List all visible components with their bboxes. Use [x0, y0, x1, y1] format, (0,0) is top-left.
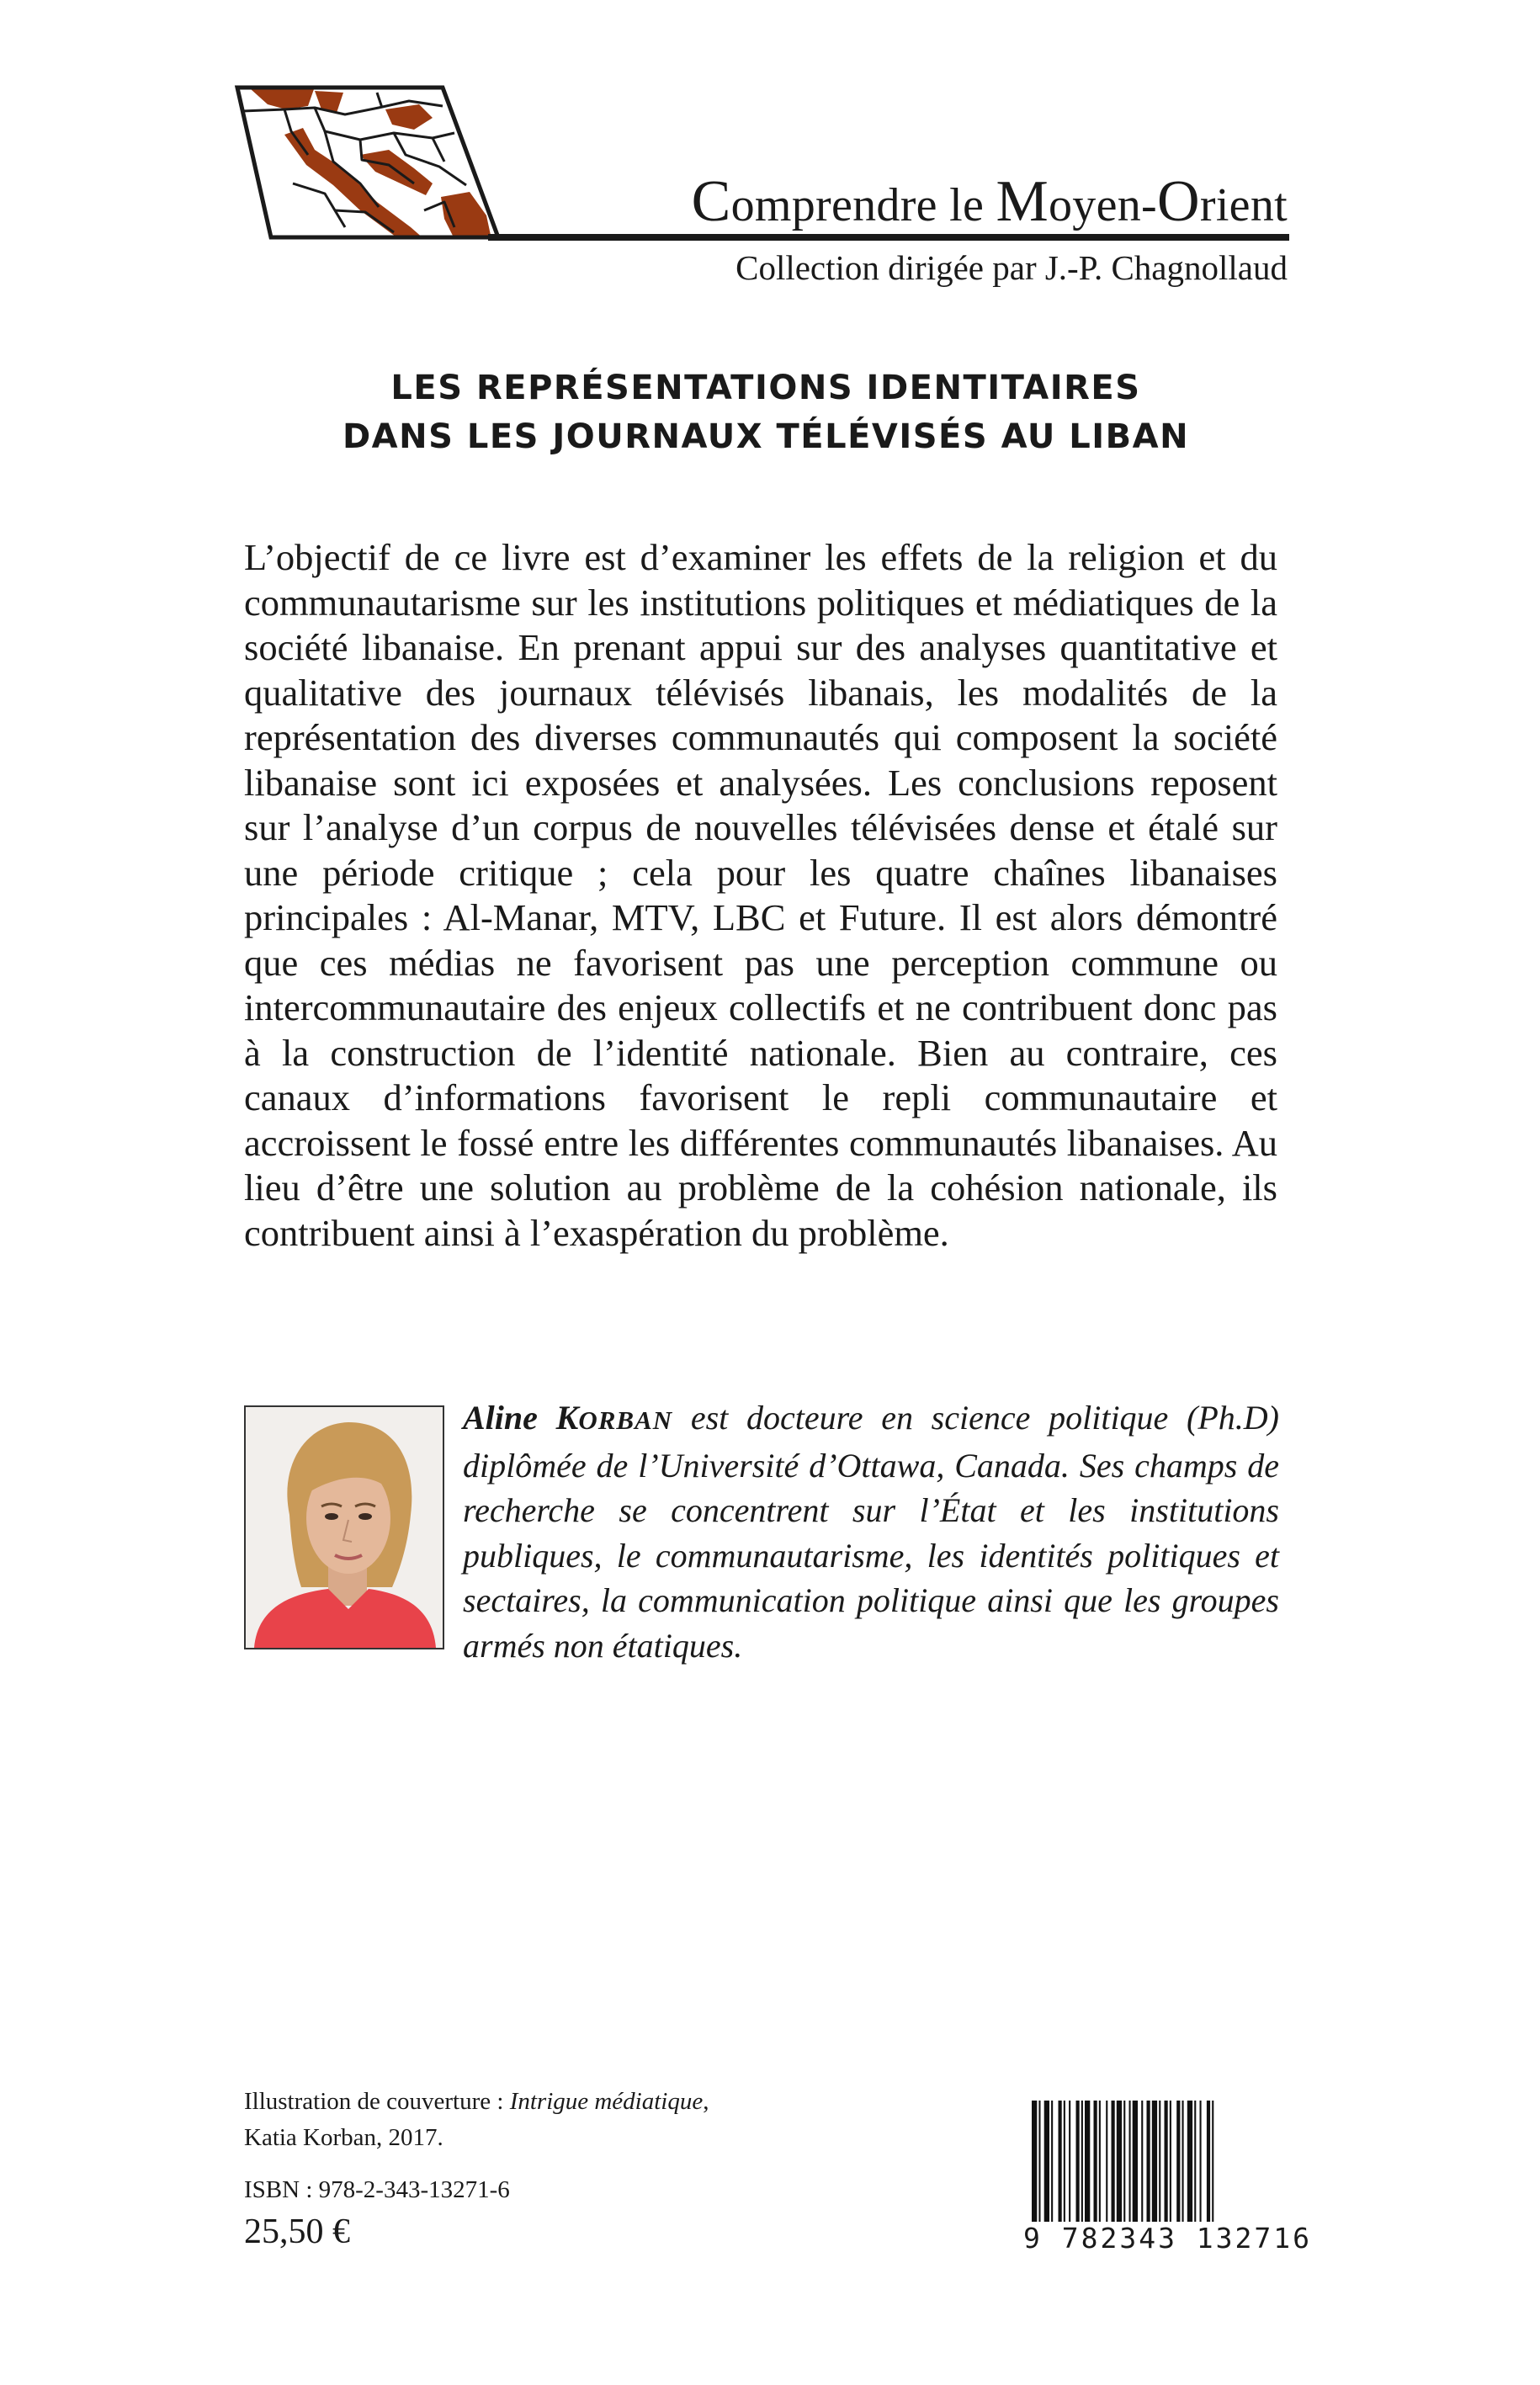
barcode-bar — [1094, 2101, 1097, 2227]
author-photo — [244, 1405, 444, 1649]
barcode-bar — [1187, 2101, 1192, 2227]
barcode-bar — [1069, 2101, 1070, 2227]
barcode-bar — [1165, 2101, 1168, 2227]
barcode-bar — [1123, 2101, 1125, 2227]
series-title-initial-2: M — [996, 169, 1049, 234]
illustration-title: Intrigue médiatique — [509, 2088, 704, 2115]
author-bio — [463, 1395, 1279, 1668]
barcode-bar — [1133, 2101, 1138, 2227]
barcode-bar — [1099, 2101, 1101, 2227]
barcode-bar — [1081, 2101, 1083, 2227]
book-summary: L’objectif de ce livre est d’examiner les effets de la religion et du communautarisme sur les institutions politiques et médiatiques de la société libanaise. En prenant appui sur des analyses quantitative et qualitative des journaux télévisés libanais, les modalités de la représentation des diverses communautés qui composent la société libanaise sont ici exposées et analysées. Les conclusions reposent sur l’analyse d’un corpus de nouvelles télévisées dense et étalé sur une période critique ; cela pour les quatre chaînes libanaises principales : Al-Manar, MTV, LBC et Future. Il est alors démontré que ces médias ne favorisent pas une perception commune ou intercommunautaire des enjeux collectifs et ne contribuent donc pas à la construction de l’identité nationale. Bien au contraire, ces canaux d’informations favorisent le repli communautaire et accroissent le fossé entre les différentes communautés libanaises. Au lieu d’être une solution au problème de la cohésion nationale, ils contribuent ainsi à l’exaspération du problème. — [244, 536, 1277, 1254]
series-title-text-2: oyen- — [1049, 179, 1158, 231]
isbn: ISBN : 978-2-343-13271-6 — [244, 2176, 510, 2203]
barcode-bar — [1152, 2101, 1157, 2227]
barcode-bar — [1064, 2101, 1065, 2227]
barcode-bar — [1051, 2101, 1053, 2227]
barcode-bar — [1182, 2101, 1184, 2227]
barcode-bar — [1176, 2101, 1180, 2227]
series-map-logo — [234, 84, 503, 241]
barcode-bar — [1207, 2101, 1210, 2227]
author-portrait-image — [246, 1407, 443, 1648]
series-title-text-3: rient — [1199, 179, 1288, 231]
series-title-initial-3: O — [1157, 169, 1200, 234]
barcode-bar — [1117, 2101, 1122, 2227]
illustration-label: Illustration de couverture : — [244, 2088, 510, 2115]
author-last-name-initial: K — [555, 1399, 579, 1437]
cover-illustration-credit — [244, 2084, 709, 2156]
illustration-separator: , — [703, 2088, 709, 2115]
barcode-bar — [1129, 2101, 1131, 2227]
book-title-line-2: DANS LES JOURNAUX TÉLÉVISÉS AU LIBAN — [342, 417, 1190, 456]
barcode-bar — [1085, 2101, 1090, 2227]
illustration-artist: Katia Korban, 2017. — [244, 2124, 443, 2151]
author-first-name: Aline — [463, 1399, 538, 1437]
barcode-bar — [1032, 2101, 1037, 2227]
barcode-bar — [1059, 2101, 1062, 2227]
barcode-bar — [1038, 2101, 1040, 2227]
series-title-initial-1: C — [691, 169, 731, 234]
barcode-bar — [1112, 2101, 1115, 2227]
author-bio-text: est docteure en science politique (Ph.D) diplômée de l’Université d’Ottawa, Canada. Ses champs de recherche se concentrent sur l’État et les institutions publiques, le communautarisme, les identités politiques et sectaires, la communication politique ainsi que les groupes armés non étatiques. — [463, 1399, 1280, 1665]
barcode-bar — [1106, 2101, 1107, 2227]
barcode-bar — [1200, 2101, 1202, 2227]
barcode-bar — [1212, 2101, 1213, 2227]
barcode-digits: 9 782343 132716 — [1023, 2222, 1313, 2255]
barcode-bar — [1141, 2101, 1143, 2227]
barcode-bar — [1044, 2101, 1049, 2227]
collection-director: Collection dirigée par J.-P. Chagnollaud — [735, 248, 1288, 287]
barcode-bar — [1076, 2101, 1080, 2227]
book-title-line-1: LES REPRÉSENTATIONS IDENTITAIRES — [390, 369, 1141, 407]
barcode-bar — [1194, 2101, 1196, 2227]
author-last-name — [556, 1399, 673, 1437]
series-title — [692, 168, 1288, 236]
book-title — [244, 364, 1288, 461]
author-last-name-rest: ORBAN — [578, 1405, 673, 1435]
barcode-bar — [1147, 2101, 1150, 2227]
header-rule — [488, 234, 1289, 241]
price: 25,50 € — [244, 2212, 350, 2251]
barcode-bar — [1159, 2101, 1160, 2227]
series-title-text-1: omprendre le — [730, 179, 996, 231]
barcode-bar — [1170, 2101, 1171, 2227]
